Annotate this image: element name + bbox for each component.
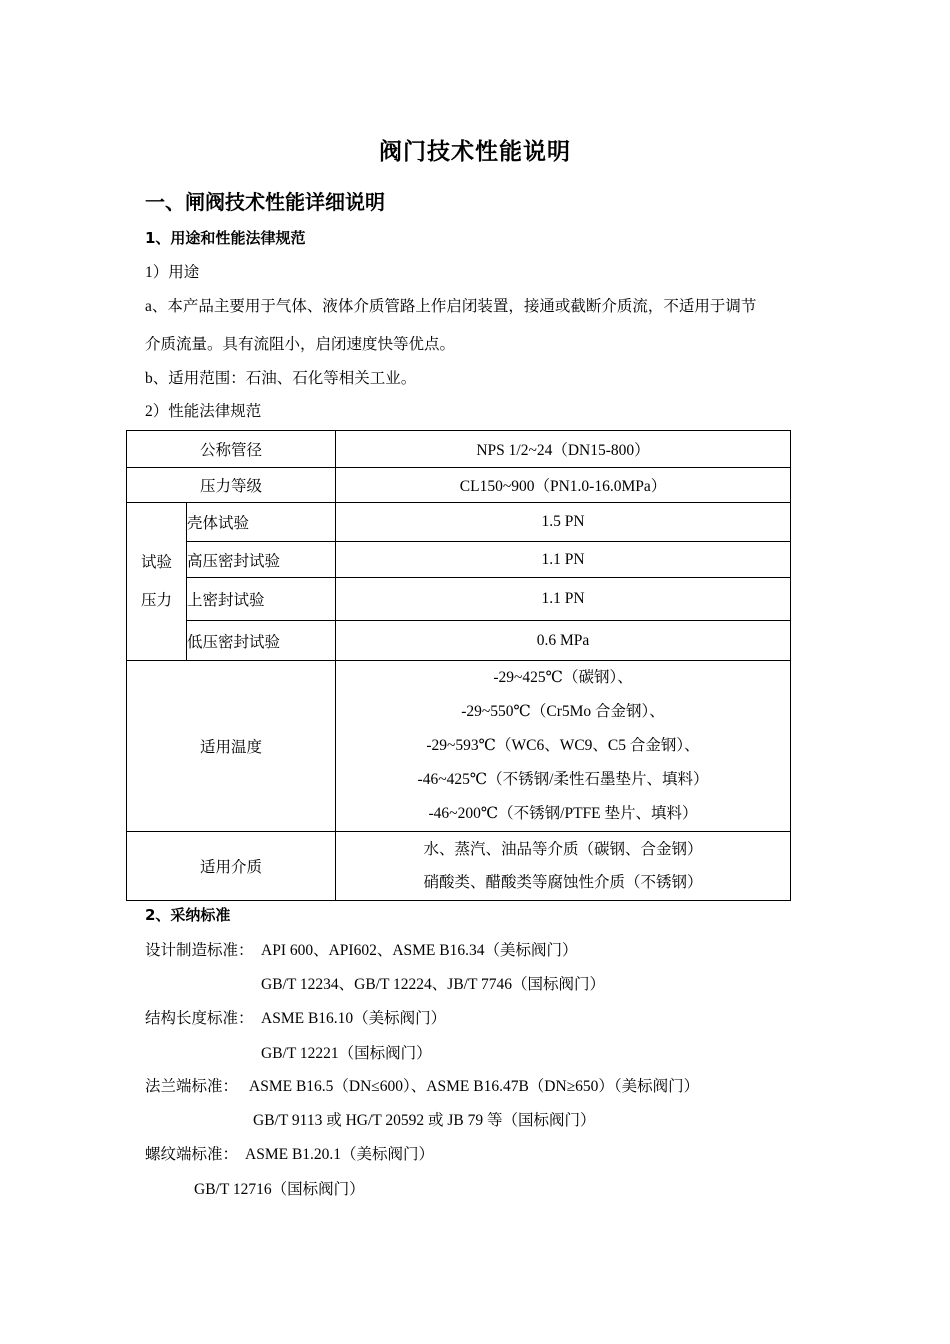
flange-line2: GB/T 9113 或 HG/T 20592 或 JB 79 等（国标阀门） — [253, 1112, 596, 1129]
table-row — [127, 503, 791, 542]
temp-label: 适用温度 — [127, 661, 336, 832]
temp-value-line: -29~425℃（碳钢）、 — [493, 669, 633, 686]
table-row — [127, 832, 791, 901]
subsection-heading-standards: 2、采纳标准 — [145, 906, 231, 924]
table-row — [127, 542, 791, 578]
test-value: 1.1 PN — [336, 578, 791, 621]
nominal-label: 公称管径 — [127, 431, 336, 468]
table-row — [127, 621, 791, 661]
usage-a-line2: 介质流量。具有流阻小，启闭速度快等优点。 — [145, 336, 456, 353]
table-row — [127, 431, 791, 468]
medium-value-line: 硝酸类、醋酸类等腐蚀性介质（不锈钢） — [423, 874, 703, 891]
length-label: 结构长度标准： — [145, 1010, 254, 1027]
pressure-label: 压力等级 — [127, 468, 336, 503]
design-line1: API 600、API602、ASME B16.34（美标阀门） — [261, 942, 578, 959]
medium-label: 适用介质 — [127, 832, 336, 901]
thread-label: 螺纹端标准： — [145, 1146, 239, 1163]
design-line2: GB/T 12234、GB/T 12224、JB/T 7746（国标阀门） — [261, 976, 606, 993]
perf-label: 2）性能法律规范 — [145, 403, 262, 420]
test-pressure-label — [127, 503, 187, 661]
length-line1: ASME B16.10（美标阀门） — [261, 1010, 447, 1027]
test-label-line1: 试验 — [140, 553, 172, 571]
thread-line2: GB/T 12716（国标阀门） — [194, 1181, 365, 1198]
test-label-line2: 压力 — [140, 591, 172, 609]
medium-value-line: 水、蒸汽、油品等介质（碳钢、合金钢） — [423, 841, 703, 858]
flange-line1: ASME B16.5（DN≤600）、ASME B16.47B（DN≥650）（美标阀门） — [249, 1078, 700, 1095]
document-title: 阀门技术性能说明 — [379, 139, 571, 165]
pressure-value: CL150~900（PN1.0-16.0MPa） — [336, 468, 791, 503]
design-label: 设计制造标准： — [145, 942, 254, 959]
subsection-heading-usage: 1、用途和性能法律规范 — [145, 229, 306, 247]
medium-values — [336, 832, 791, 901]
usage-b: b、适用范围：石油、石化等相关工业。 — [145, 370, 417, 387]
test-name: 壳体试验 — [187, 503, 336, 542]
test-value: 1.5 PN — [336, 503, 791, 542]
temp-value-line: -29~593℃（WC6、WC9、C5 合金钢）、 — [426, 737, 700, 754]
table-row — [127, 468, 791, 503]
temp-value-line: -29~550℃（Cr5Mo 合金钢）、 — [461, 703, 665, 720]
usage-a-line1: a、本产品主要用于气体、液体介质管路上作启闭装置，接通或截断介质流，不适用于调节 — [145, 298, 757, 315]
length-line2: GB/T 12221（国标阀门） — [261, 1045, 432, 1062]
table-row — [127, 661, 791, 832]
flange-label: 法兰端标准： — [145, 1078, 239, 1095]
temp-values — [336, 661, 791, 832]
usage-label: 1）用途 — [145, 264, 200, 281]
test-name: 低压密封试验 — [187, 621, 336, 661]
test-name: 高压密封试验 — [187, 542, 336, 578]
performance-table — [126, 430, 791, 901]
test-name: 上密封试验 — [187, 578, 336, 621]
test-value: 1.1 PN — [336, 542, 791, 578]
table-row — [127, 578, 791, 621]
thread-line1: ASME B1.20.1（美标阀门） — [245, 1146, 435, 1163]
temp-value-line: -46~200℃（不锈钢/PTFE 垫片、填料） — [428, 805, 698, 822]
section-heading: 一、闸阀技术性能详细说明 — [145, 190, 385, 214]
test-value: 0.6 MPa — [336, 621, 791, 661]
nominal-value: NPS 1/2~24（DN15-800） — [336, 431, 791, 468]
temp-value-line: -46~425℃（不锈钢/柔性石墨垫片、填料） — [417, 771, 709, 788]
